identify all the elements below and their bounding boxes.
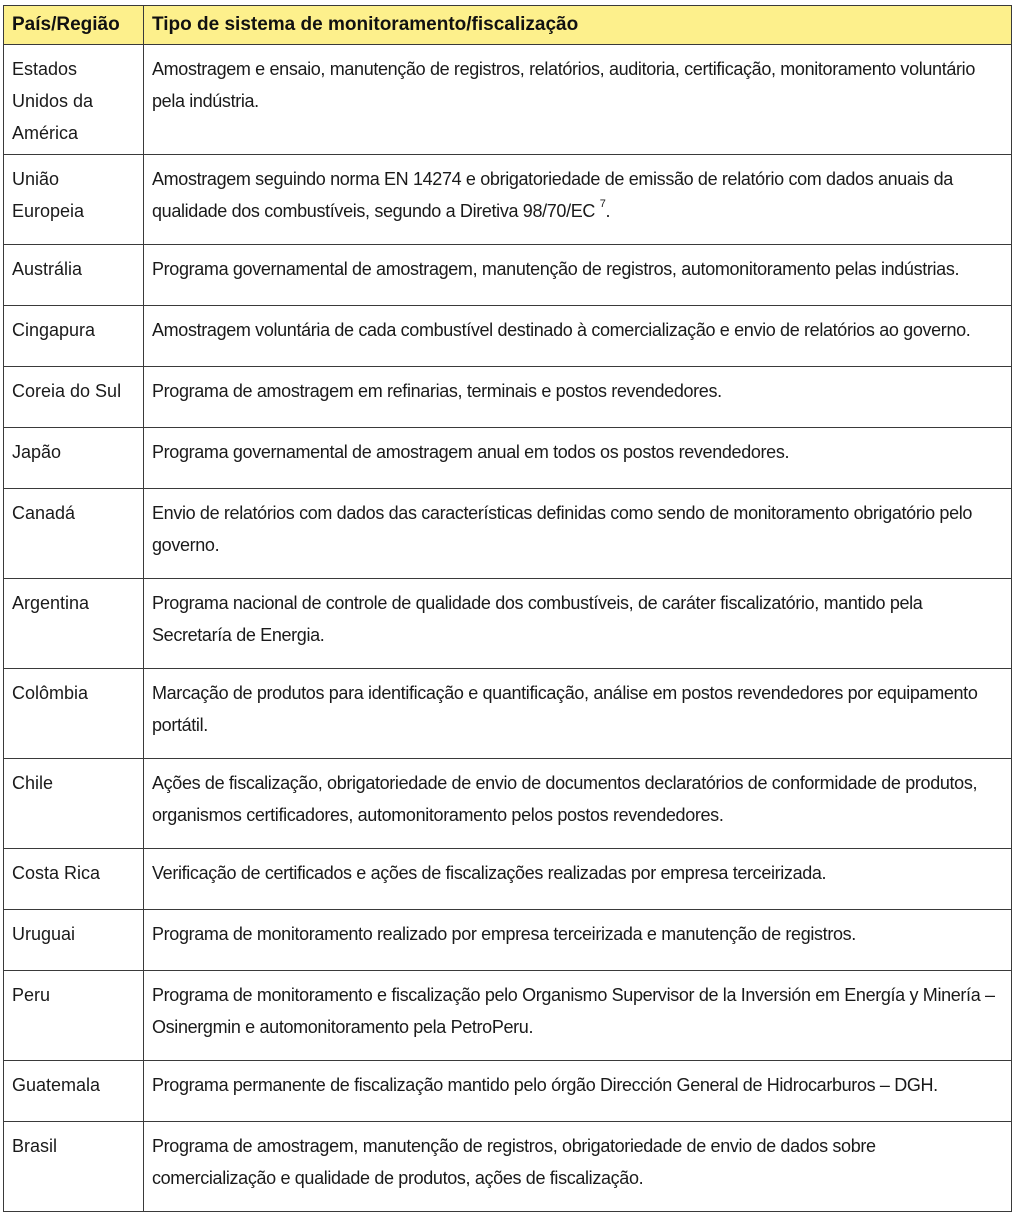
description-cell: [144, 367, 1012, 428]
country-cell: União Europeia: [4, 155, 144, 245]
table-row: [4, 579, 1012, 669]
table-row: [4, 1061, 1012, 1122]
table-row: [4, 245, 1012, 306]
description-cell: [144, 1061, 1012, 1122]
country-cell: Peru: [4, 971, 144, 1061]
description-cell: [144, 155, 1012, 245]
column-header-country: País/Região: [4, 6, 144, 45]
description-cell: [144, 759, 1012, 849]
country-cell: Costa Rica: [4, 849, 144, 910]
table-row: [4, 428, 1012, 489]
table-row: [4, 45, 1012, 155]
description-text: Programa de monitoramento realizado por empresa terceirizada e manutenção de registros.: [152, 924, 856, 944]
description-text: Amostragem seguindo norma EN 14274 e obrigatoriedade de emissão de relatório com dados anuais da qualidade dos combustíveis, segundo a Diretiva 98/70/EC: [152, 169, 953, 221]
country-cell: Argentina: [4, 579, 144, 669]
country-cell: Cingapura: [4, 306, 144, 367]
country-cell: Uruguai: [4, 910, 144, 971]
description-cell: [144, 669, 1012, 759]
description-text: Programa de monitoramento e fiscalização pelo Organismo Supervisor de la Inversión em Energía y Minería – Osinergmin e automonitoramento pela PetroPeru.: [152, 985, 995, 1037]
description-cell: [144, 306, 1012, 367]
country-cell: Austrália: [4, 245, 144, 306]
country-cell: Guatemala: [4, 1061, 144, 1122]
table-row: [4, 759, 1012, 849]
table-row: [4, 910, 1012, 971]
description-cell: [144, 910, 1012, 971]
monitoring-systems-table: [3, 5, 1012, 1212]
table-row: [4, 489, 1012, 579]
column-header-system-type: Tipo de sistema de monitoramento/fiscalização: [144, 6, 1012, 45]
description-text: Ações de fiscalização, obrigatoriedade de envio de documentos declaratórios de conformidade de produtos, organismos certificadores, automonitoramento pelos postos revendedores.: [152, 773, 978, 825]
description-cell: [144, 245, 1012, 306]
country-cell: Coreia do Sul: [4, 367, 144, 428]
table-row: [4, 669, 1012, 759]
description-text: Programa permanente de fiscalização mantido pelo órgão Dirección General de Hidrocarburos – DGH.: [152, 1075, 938, 1095]
country-cell: Estados Unidos da América: [4, 45, 144, 155]
description-text: Amostragem e ensaio, manutenção de registros, relatórios, auditoria, certificação, monitoramento voluntário pela indústria.: [152, 59, 975, 111]
description-text: Programa de amostragem em refinarias, terminais e postos revendedores.: [152, 381, 722, 401]
description-text: Programa de amostragem, manutenção de registros, obrigatoriedade de envio de dados sobre comercialização e qualidade de produtos, ações de fiscalização.: [152, 1136, 876, 1188]
description-cell: [144, 428, 1012, 489]
table-row: [4, 155, 1012, 245]
description-cell: [144, 45, 1012, 155]
description-cell: [144, 1122, 1012, 1212]
description-text: Amostragem voluntária de cada combustível destinado à comercialização e envio de relatórios ao governo.: [152, 320, 971, 340]
table-row: [4, 971, 1012, 1061]
table-row: [4, 1122, 1012, 1212]
description-cell: [144, 579, 1012, 669]
description-text: Envio de relatórios com dados das características definidas como sendo de monitoramento obrigatório pelo governo.: [152, 503, 973, 555]
table-row: [4, 849, 1012, 910]
country-cell: Canadá: [4, 489, 144, 579]
description-text: Marcação de produtos para identificação e quantificação, análise em postos revendedores por equipamento portátil.: [152, 683, 978, 735]
table-row: [4, 367, 1012, 428]
table-header-row: [4, 6, 1012, 45]
country-cell: Brasil: [4, 1122, 144, 1212]
description-text: Programa nacional de controle de qualidade dos combustíveis, de caráter fiscalizatório, mantido pela Secretaría de Energia.: [152, 593, 923, 645]
description-cell: [144, 971, 1012, 1061]
country-cell: Chile: [4, 759, 144, 849]
footnote-marker: 7: [599, 198, 606, 210]
description-cell: [144, 489, 1012, 579]
table-row: [4, 306, 1012, 367]
description-text: Programa governamental de amostragem anual em todos os postos revendedores.: [152, 442, 790, 462]
description-text: Programa governamental de amostragem, manutenção de registros, automonitoramento pelas indústrias.: [152, 259, 960, 279]
description-text: Verificação de certificados e ações de fiscalizações realizadas por empresa terceirizada.: [152, 863, 827, 883]
country-cell: Japão: [4, 428, 144, 489]
footnote-trailing-punctuation: .: [605, 201, 611, 221]
description-cell: [144, 849, 1012, 910]
country-cell: Colômbia: [4, 669, 144, 759]
